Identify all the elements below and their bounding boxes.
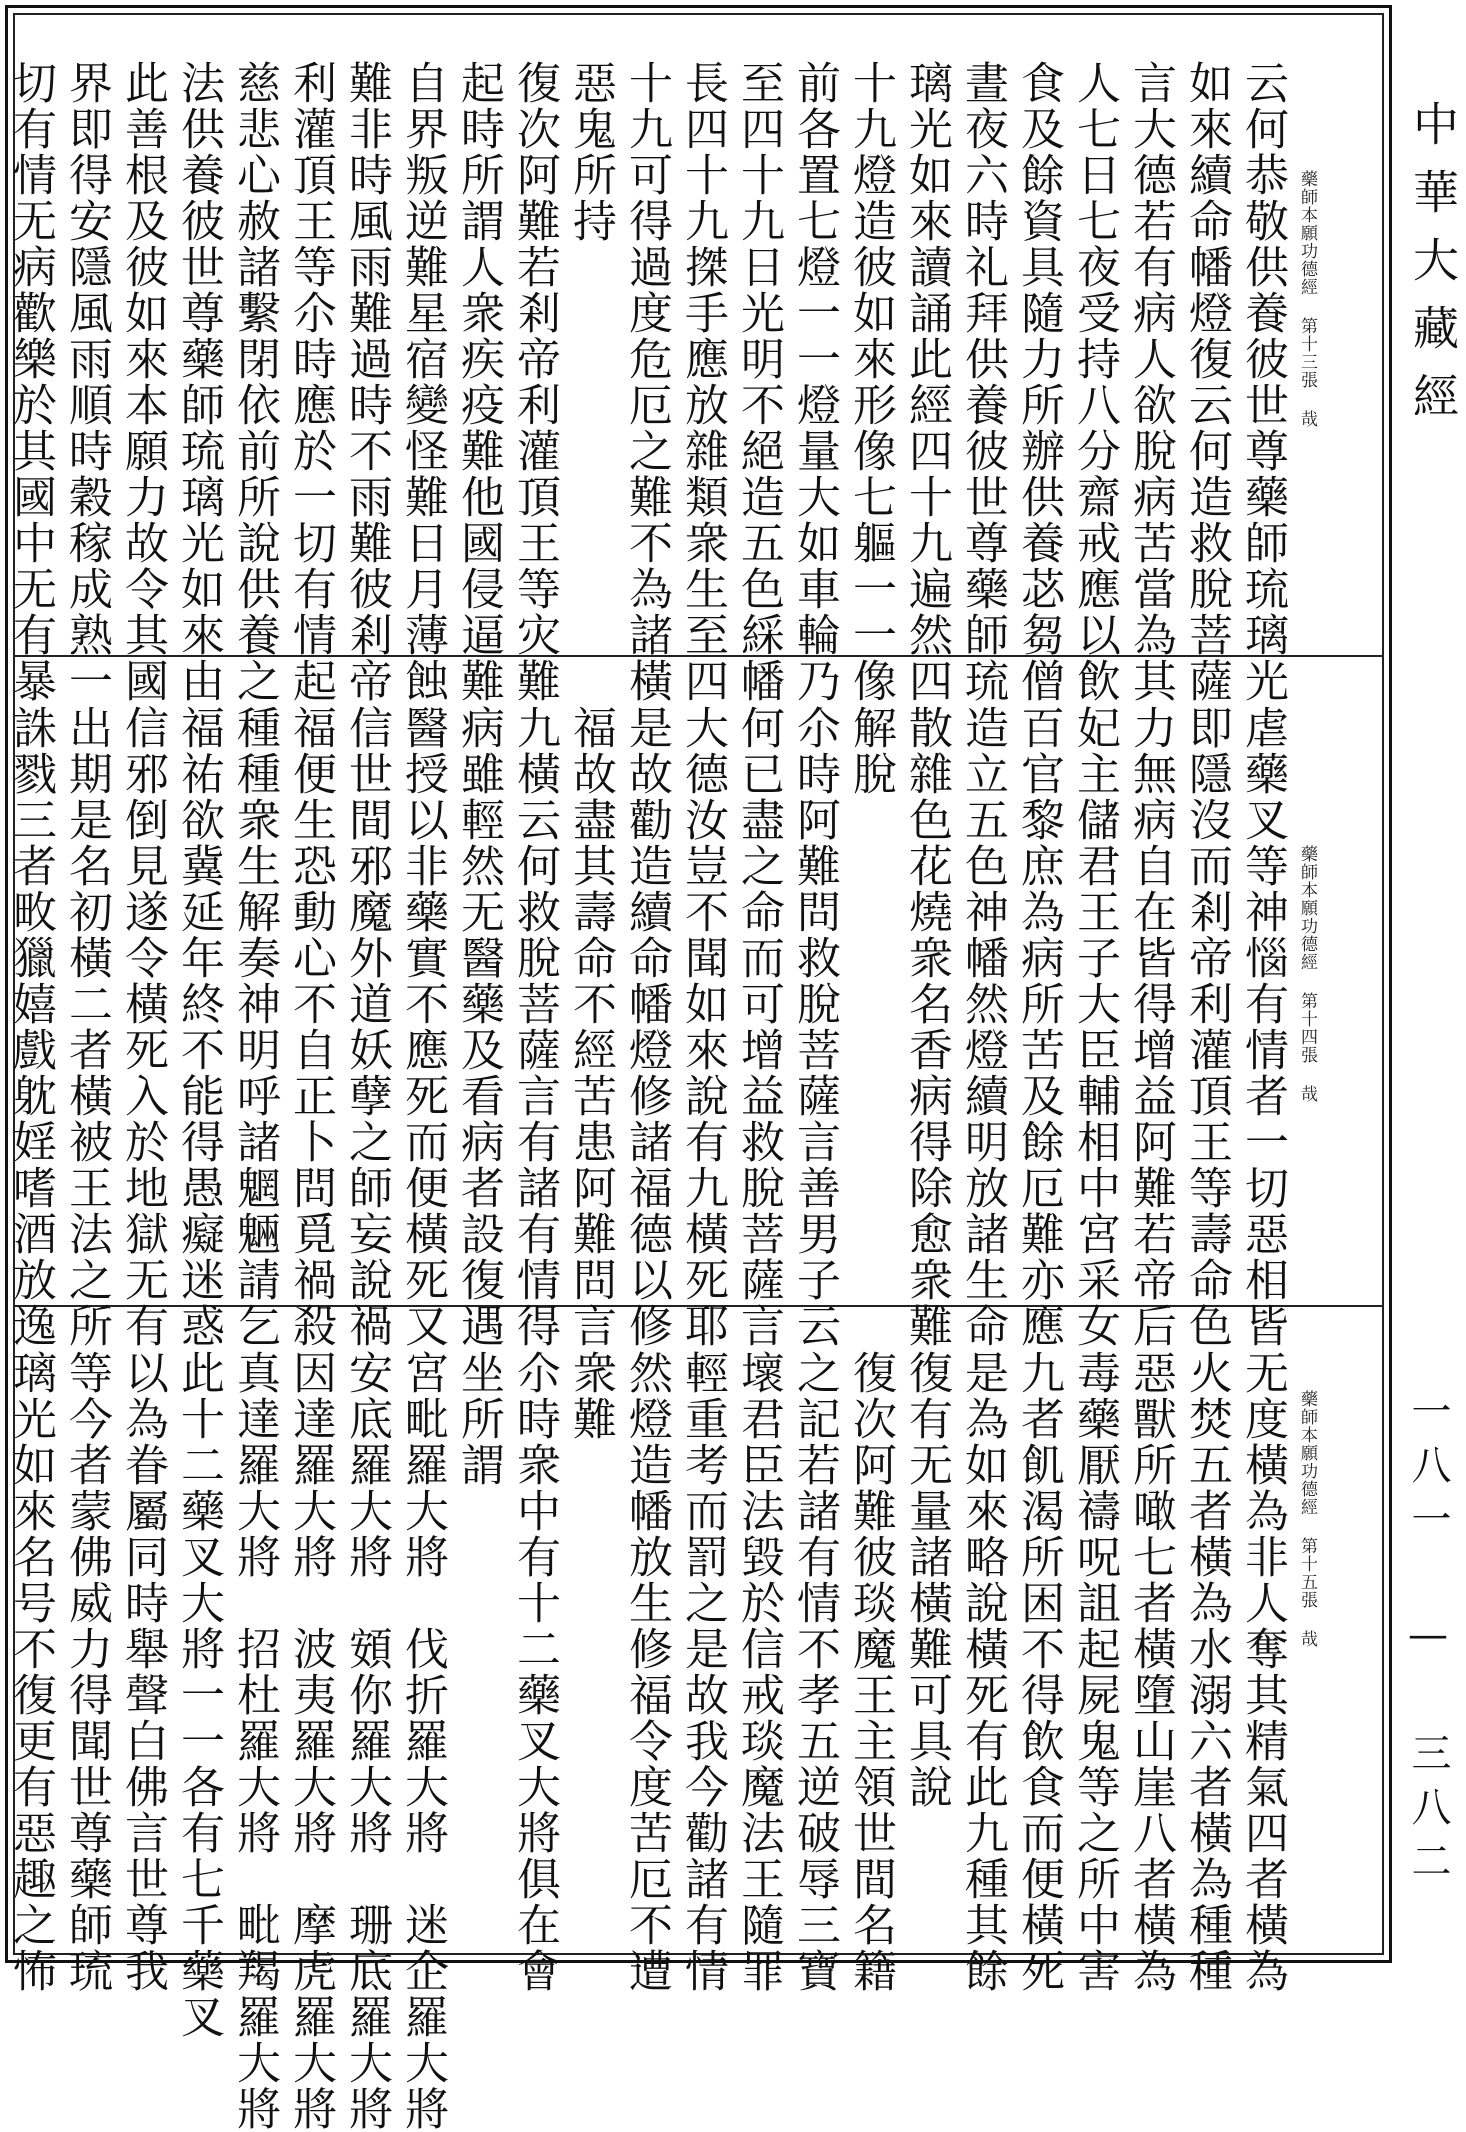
marginal-note: 藥師本願功德經 第十四張 哉	[1297, 845, 1317, 1103]
text-column: 此十二藥叉大將一一各有七千藥叉	[173, 1350, 224, 2040]
text-column: 妃主儲君王子大臣輔相中宮采女	[1069, 705, 1120, 1349]
text-column: 然燈造幡放生修福令度苦厄不遭	[621, 1350, 672, 1994]
text-column: 九橫云何救脫菩薩言有諸有情得	[509, 705, 560, 1349]
text-column: 復有无量諸橫難可具說	[901, 1350, 952, 1810]
collection-title: 中華大藏經	[1406, 100, 1460, 440]
text-column: 十九可得過度危厄之難不為諸橫	[621, 60, 672, 704]
text-column: 虐藥叉等神惱有情者一切惡相皆	[1237, 705, 1288, 1349]
text-columns	[5, 1350, 1290, 2132]
text-column: 病雖輕然无醫藥及看病者設復遇	[453, 705, 504, 1349]
text-column: 至四十九日光明不絕造五色綵幡	[733, 60, 784, 704]
text-column: 造立五色神幡然燈續明放諸生命	[957, 705, 1008, 1349]
text-column: 福便生恐動心不自正卜問覓禍殺	[285, 705, 336, 1349]
text-column: 如來續命幡燈復云何造救脫菩薩	[1181, 60, 1232, 704]
text-column: 之記若諸有情不孝五逆破辱三寶	[789, 1350, 840, 1994]
text-column: 安底羅大將 頞你羅大將 珊底羅大將	[341, 1350, 392, 2132]
page-number: 一八一 — 三八二	[1405, 1390, 1451, 1894]
text-column: 此善根及彼如來本願力故令其國	[117, 60, 168, 704]
text-column: 解脫	[845, 705, 896, 797]
text-columns	[5, 705, 1290, 1349]
text-column: 切有情无病歡樂於其國中无有暴	[5, 60, 56, 704]
text-column: 信世間邪魔外道妖孽之師妄說禍	[341, 705, 392, 1349]
text-column: 十九燈造彼如來形像七軀一一像	[845, 60, 896, 704]
text-column: 利灌頂王等尒時應於一切有情起	[285, 60, 336, 704]
text-column: 種種衆生解奏神明呼諸魍魎請乞	[229, 705, 280, 1349]
text-column: 九者飢渴所困不得飲食而便橫死	[1013, 1350, 1064, 1994]
text-column: 因達羅大將 波夷羅大將 摩虎羅大將	[285, 1350, 336, 2132]
text-column: 前各置七燈一一燈量大如車輪乃	[789, 60, 840, 704]
text-column: 法供養彼世尊藥師琉璃光如來由	[173, 60, 224, 704]
text-column: 真達羅大將 招杜羅大將 毗羯羅大將	[229, 1350, 280, 2132]
text-column: 出期是名初橫二者橫被王法之所	[61, 705, 112, 1349]
text-column: 誅戮三者畋獵嬉戲躭婬嗜酒放逸	[5, 705, 56, 1349]
register-middle	[5, 705, 1317, 1349]
text-column: 界即得安隱風雨順時穀稼成熟一	[61, 60, 112, 704]
text-column: 无度橫為非人奪其精氣四者橫為	[1237, 1350, 1288, 1994]
text-column: 散雜色花燒衆名香病得除愈衆難	[901, 705, 952, 1349]
text-column: 晝夜六時礼拜供養彼世尊藥師琉	[957, 60, 1008, 704]
text-column: 福故盡其壽命不經苦患阿難問言	[565, 705, 616, 1349]
text-column: 毒藥厭禱呪詛起屍鬼等之所中害	[1069, 1350, 1120, 1994]
text-column: 長四十九搩手應放雜類衆生至四	[677, 60, 728, 704]
text-column: 福祐欲冀延年終不能得愚癡迷惑	[173, 705, 224, 1349]
text-column: 尒時阿難問救脫菩薩言善男子云	[789, 705, 840, 1349]
text-column: 火焚五者橫為水溺六者橫為種種	[1181, 1350, 1232, 1994]
text-column: 難非時風雨難過時不雨難彼剎帝	[341, 60, 392, 704]
text-column: 大德汝豈不聞如來說有九橫死耶	[677, 705, 728, 1349]
text-column: 醫授以非藥實不應死而便橫死又	[397, 705, 448, 1349]
marginal-note: 藥師本願功德經 第十五張 哉	[1297, 1390, 1317, 1648]
text-columns	[5, 60, 1290, 704]
text-column: 起時所謂人衆疾疫難他國侵逼難	[453, 60, 504, 704]
register-top	[5, 60, 1317, 704]
text-column: 力無病自在皆得增益阿難若帝后	[1125, 705, 1176, 1349]
text-column: 云何恭敬供養彼世尊藥師琉璃光	[1237, 60, 1288, 704]
text-column: 惡鬼所持	[565, 60, 616, 244]
text-column: 慈悲心赦諸繫閉依前所說供養之	[229, 60, 280, 704]
text-column: 等今者蒙佛威力得聞世尊藥師琉	[61, 1350, 112, 1994]
text-column: 自界叛逆難星宿變怪難日月薄蝕	[397, 60, 448, 704]
text-column: 食及餘資具隨力所辦供養苾芻僧	[1013, 60, 1064, 704]
text-column: 衆難	[565, 1350, 616, 1442]
text-column: 宮毗羅大將 伐折羅大將 迷企羅大將	[397, 1350, 448, 2132]
text-column: 是故勸造續命幡燈修諸福德以修	[621, 705, 672, 1349]
text-column: 璃光如來讀誦此經四十九遍然四	[901, 60, 952, 704]
marginal-note: 藥師本願功德經 第十三張 哉	[1297, 170, 1317, 428]
text-column: 人七日七夜受持八分齋戒應以飲	[1069, 60, 1120, 704]
text-column: 璃光如來名号不復更有惡趣之怖	[5, 1350, 56, 1994]
text-column: 惡獸所噉七者橫墮山崖八者橫為	[1125, 1350, 1176, 1994]
text-column: 是為如來略說橫死有此九種其餘	[957, 1350, 1008, 1994]
text-column: 信邪倒見遂令橫死入於地獄无有	[117, 705, 168, 1349]
text-column: 輕重考而罰之是故我今勸諸有情	[677, 1350, 728, 1994]
text-column: 壞君臣法毀於信戒琰魔法王隨罪	[733, 1350, 784, 1994]
register-bottom	[5, 1350, 1317, 2132]
text-column: 何已盡之命而可增益救脫菩薩言	[733, 705, 784, 1349]
text-column: 坐所謂	[453, 1350, 504, 1488]
text-column: 言大德若有病人欲脫病苦當為其	[1125, 60, 1176, 704]
text-column: 即隱沒而剎帝利灌頂王等壽命色	[1181, 705, 1232, 1349]
text-column: 百官黎庶為病所苦及餘厄難亦應	[1013, 705, 1064, 1349]
text-column: 復次阿難彼琰魔王主領世間名籍	[845, 1350, 896, 1994]
text-column: 復次阿難若剎帝利灌頂王等灾難	[509, 60, 560, 704]
text-column: 尒時衆中有十二藥叉大將俱在會	[509, 1350, 560, 1994]
text-column: 以為眷屬同時舉聲白佛言世尊我	[117, 1350, 168, 1994]
